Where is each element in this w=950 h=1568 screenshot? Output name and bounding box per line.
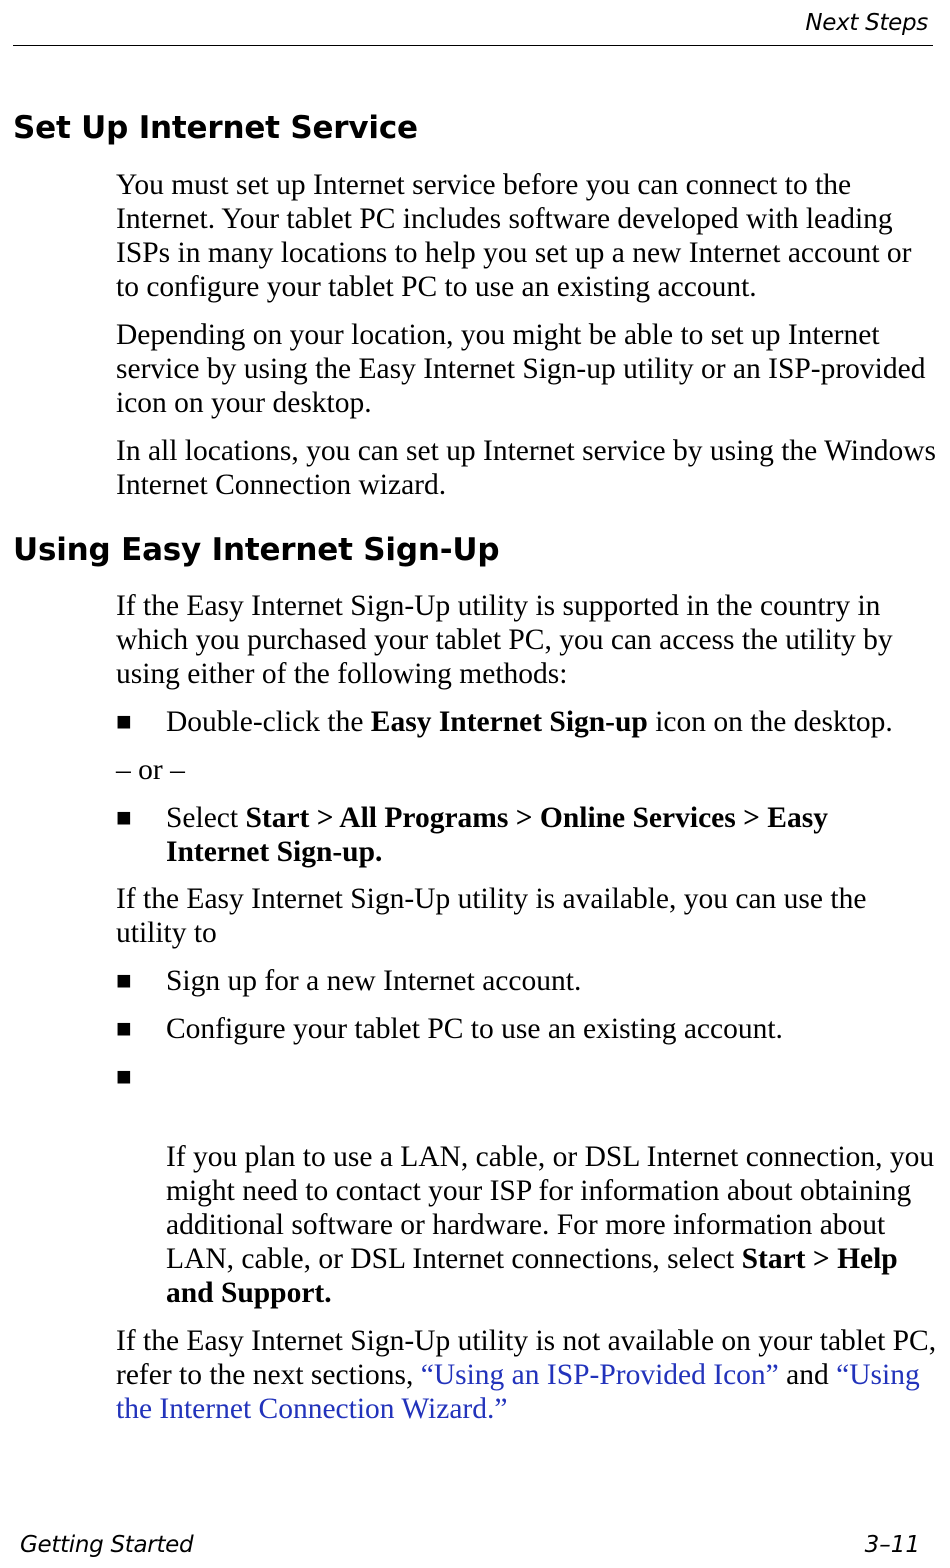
running-header: Next Steps [805, 10, 928, 36]
list-item-method-start-menu [116, 801, 938, 869]
list-item-configure-existing [116, 1012, 938, 1046]
list-item-method-double-click [116, 705, 938, 739]
paragraph-setup-intro: You must set up Internet service before you can connect to the Internet. Your tablet PC includes software developed with leading ISPs in many locations to help you set up a new Internet account or to configure your tablet PC to use an existing account. [116, 169, 912, 303]
bullet-square-icon: ■ [116, 707, 132, 736]
paragraph-not-available: If the Easy Internet Sign-Up utility is not available on your tablet PC, refer to the next sections, “Using an ISP-Provided Icon” and “Using the Internet Connection Wizard.” [116, 1325, 937, 1425]
method-double-click-text: Double-click the Easy Internet Sign-up icon on the desktop. [166, 706, 893, 738]
use-sign-up-text: Sign up for a new Internet account. [166, 965, 582, 997]
or-separator: – or – [116, 754, 185, 786]
paragraph-signup-available: If the Easy Internet Sign-Up utility is available, you can use the utility to [116, 883, 867, 949]
list-item-sign-up-new [116, 964, 938, 998]
start-menu-path: Start > All Programs > Online Services > Easy Internet Sign-up. [166, 802, 828, 868]
paragraph-setup-wizard: In all locations, you can set up Internet service by using the Windows Internet Connection wizard. [116, 435, 936, 501]
link-isp-provided-icon[interactable]: “Using an ISP-Provided Icon” [420, 1359, 779, 1391]
use-configure-text: Configure your tablet PC to use an existing account. [166, 1013, 783, 1045]
footer-page-number: 3–11 [864, 1532, 920, 1558]
help-support-path: Start > Help and Support. [166, 1243, 898, 1309]
bullet-square-icon: ■ [116, 966, 132, 995]
paragraph-signup-intro: If the Easy Internet Sign-Up utility is supported in the country in which you purchased your tablet PC, you can access the utility by using either of the following methods: [116, 590, 893, 690]
bullet-square-icon: ■ [116, 1062, 132, 1091]
bullet-square-icon: ■ [116, 1014, 132, 1043]
header-rule [13, 45, 933, 46]
section-title-easy-signup: Using Easy Internet Sign-Up [13, 532, 500, 568]
section-title-set-up-internet: Set Up Internet Service [13, 110, 418, 146]
paragraph-lan-note: If you plan to use a LAN, cable, or DSL Internet connection, you might need to contact your ISP for information about obtaining additional software or hardware. For more information about LAN, cable, or DSL Internet connections, select Start > Help and Support. [166, 1141, 935, 1309]
paragraph-setup-location: Depending on your location, you might be able to set up Internet service by using the Easy Internet Sign-up utility or an ISP-provided icon on your desktop. [116, 319, 926, 419]
bullet-square-icon: ■ [116, 803, 132, 832]
method-start-menu-text: Select Start > All Programs > Online Services > Easy Internet Sign-up. [166, 802, 828, 868]
link-internet-connection-wizard[interactable]: “Using the Internet Connection Wizard.” [116, 1359, 920, 1425]
easy-signup-icon-name: Easy Internet Sign-up [370, 706, 648, 738]
footer-book-title: Getting Started [20, 1532, 194, 1558]
